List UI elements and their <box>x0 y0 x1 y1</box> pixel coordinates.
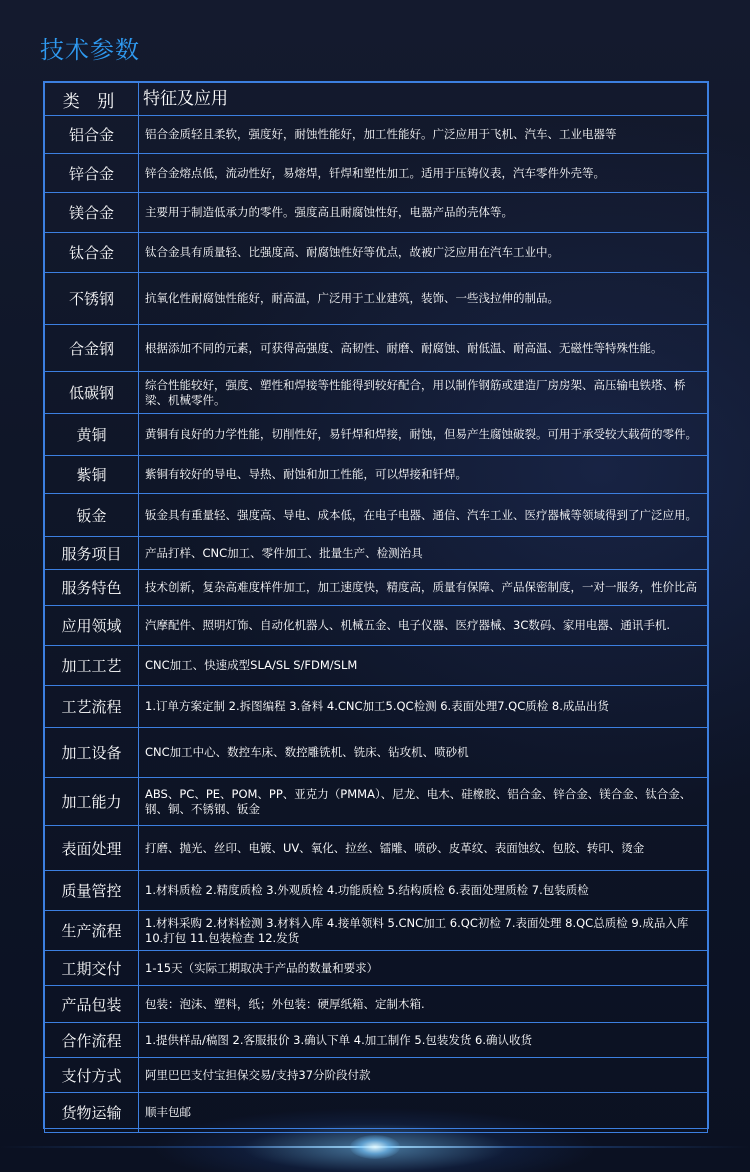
row-category: 产品包装 <box>45 986 139 1023</box>
row-text: 根据添加不同的元素，可获得高强度、高韧性、耐磨、耐腐蚀、耐低温、耐高温、无磁性等特殊性能。 <box>139 325 708 372</box>
table-row <box>45 414 708 456</box>
row-text: 打磨、抛光、丝印、电镀、UV、氧化、拉丝、镭雕、喷砂、皮革纹、表面蚀纹、包胶、转印、烫金 <box>139 826 708 871</box>
row-text: 1.提供样品/稿图 2.客服报价 3.确认下单 4.加工制作 5.包装发货 6.确认收货 <box>139 1023 708 1058</box>
row-category: 低碳钢 <box>45 372 139 414</box>
table-row <box>45 116 708 154</box>
row-text: 1.材料质检 2.精度质检 3.外观质检 4.功能质检 5.结构质检 6.表面处理质检 7.包装质检 <box>139 871 708 911</box>
table-row <box>45 494 708 537</box>
table-row <box>45 1023 708 1058</box>
table-row <box>45 154 708 193</box>
row-category: 镁合金 <box>45 193 139 233</box>
row-text: 技术创新，复杂高难度样件加工，加工速度快，精度高，质量有保障、产品保密制度，一对一服务，性价比高 <box>139 570 708 606</box>
row-category: 质量管控 <box>45 871 139 911</box>
row-text: 紫铜有较好的导电、导热、耐蚀和加工性能，可以焊接和钎焊。 <box>139 456 708 494</box>
table-row <box>45 456 708 494</box>
row-category: 合作流程 <box>45 1023 139 1058</box>
spec-table <box>43 81 709 1129</box>
row-text: 锌合金熔点低，流动性好，易熔焊，钎焊和塑性加工。适用于压铸仪表，汽车零件外壳等。 <box>139 154 708 193</box>
row-category: 服务项目 <box>45 537 139 570</box>
table-row <box>45 273 708 325</box>
spec-table-body <box>45 83 708 1133</box>
row-category: 表面处理 <box>45 826 139 871</box>
row-category: 紫铜 <box>45 456 139 494</box>
row-text: ABS、PC、PE、POM、PP、亚克力（PMMA）、尼龙、电木、硅橡胶、铝合金、锌合金、镁合金、钛合金、钢、铜、不锈钢、钣金 <box>139 778 708 826</box>
table-row <box>45 728 708 778</box>
bottom-glow-light <box>350 1135 400 1159</box>
row-category: 加工能力 <box>45 778 139 826</box>
row-category: 黄铜 <box>45 414 139 456</box>
row-text: 黄铜有良好的力学性能，切削性好，易钎焊和焊接，耐蚀，但易产生腐蚀破裂。可用于承受较大载荷的零件。 <box>139 414 708 456</box>
header-feature: 特征及应用 <box>139 83 708 116</box>
row-category: 钣金 <box>45 494 139 537</box>
row-category: 加工工艺 <box>45 646 139 686</box>
row-text: 阿里巴巴支付宝担保交易/支持37分阶段付款 <box>139 1058 708 1093</box>
row-category: 钛合金 <box>45 233 139 273</box>
row-text: 产品打样、CNC加工、零件加工、批量生产、检测治具 <box>139 537 708 570</box>
row-category: 应用领域 <box>45 606 139 646</box>
row-text: CNC加工中心、数控车床、数控雕铣机、铣床、钻攻机、喷砂机 <box>139 728 708 778</box>
row-text: 主要用于制造低承力的零件。强度高且耐腐蚀性好，电器产品的壳体等。 <box>139 193 708 233</box>
table-row <box>45 911 708 951</box>
header-category: 类 别 <box>45 83 139 116</box>
row-text: 包装：泡沫、塑料，纸；外包装：硬厚纸箱、定制木箱. <box>139 986 708 1023</box>
table-row <box>45 986 708 1023</box>
row-category: 铝合金 <box>45 116 139 154</box>
table-row <box>45 325 708 372</box>
row-text: 顺丰包邮 <box>139 1093 708 1133</box>
table-header-row <box>45 83 708 116</box>
row-text: 1.订单方案定制 2.拆图编程 3.备料 4.CNC加工5.QC检测 6.表面处理7.QC质检 8.成品出货 <box>139 686 708 728</box>
row-text: 铝合金质轻且柔软，强度好，耐蚀性能好，加工性能好。广泛应用于飞机、汽车、工业电器等 <box>139 116 708 154</box>
table-row <box>45 778 708 826</box>
page-title: 技术参数 <box>40 36 140 64</box>
table-row <box>45 646 708 686</box>
row-text: 综合性能较好，强度、塑性和焊接等性能得到较好配合，用以制作钢筋或建造厂房房架、高压输电铁塔、桥梁、机械零件。 <box>139 372 708 414</box>
table-row <box>45 233 708 273</box>
row-text: 1.材料采购 2.材料检测 3.材料入库 4.接单领料 5.CNC加工 6.QC初检 7.表面处理 8.QC总质检 9.成品入库 10.打包 11.包装检查 12.发货 <box>139 911 708 951</box>
row-category: 加工设备 <box>45 728 139 778</box>
row-text: 1-15天（实际工期取决于产品的数量和要求） <box>139 951 708 986</box>
table-row <box>45 686 708 728</box>
row-category: 服务特色 <box>45 570 139 606</box>
table-row <box>45 537 708 570</box>
row-category: 不锈钢 <box>45 273 139 325</box>
table-row <box>45 570 708 606</box>
row-text: 钣金具有重量轻、强度高、导电、成本低，在电子电器、通信、汽车工业、医疗器械等领域得到了广泛应用。 <box>139 494 708 537</box>
table-row <box>45 193 708 233</box>
row-category: 生产流程 <box>45 911 139 951</box>
table-row <box>45 826 708 871</box>
table-row <box>45 871 708 911</box>
row-category: 合金钢 <box>45 325 139 372</box>
table-row <box>45 1093 708 1133</box>
table-row <box>45 1058 708 1093</box>
row-category: 工艺流程 <box>45 686 139 728</box>
row-category: 锌合金 <box>45 154 139 193</box>
row-text: 钛合金具有质量轻、比强度高、耐腐蚀性好等优点，故被广泛应用在汽车工业中。 <box>139 233 708 273</box>
row-category: 货物运输 <box>45 1093 139 1133</box>
table-row <box>45 606 708 646</box>
row-category: 支付方式 <box>45 1058 139 1093</box>
row-category: 工期交付 <box>45 951 139 986</box>
table-row <box>45 372 708 414</box>
table-row <box>45 951 708 986</box>
row-text: 汽摩配件、照明灯饰、自动化机器人、机械五金、电子仪器、医疗器械、3C数码、家用电器、通讯手机. <box>139 606 708 646</box>
row-text: 抗氧化性耐腐蚀性能好，耐高温，广泛用于工业建筑，装饰、一些浅拉伸的制品。 <box>139 273 708 325</box>
row-text: CNC加工、快速成型SLA/SL S/FDM/SLM <box>139 646 708 686</box>
